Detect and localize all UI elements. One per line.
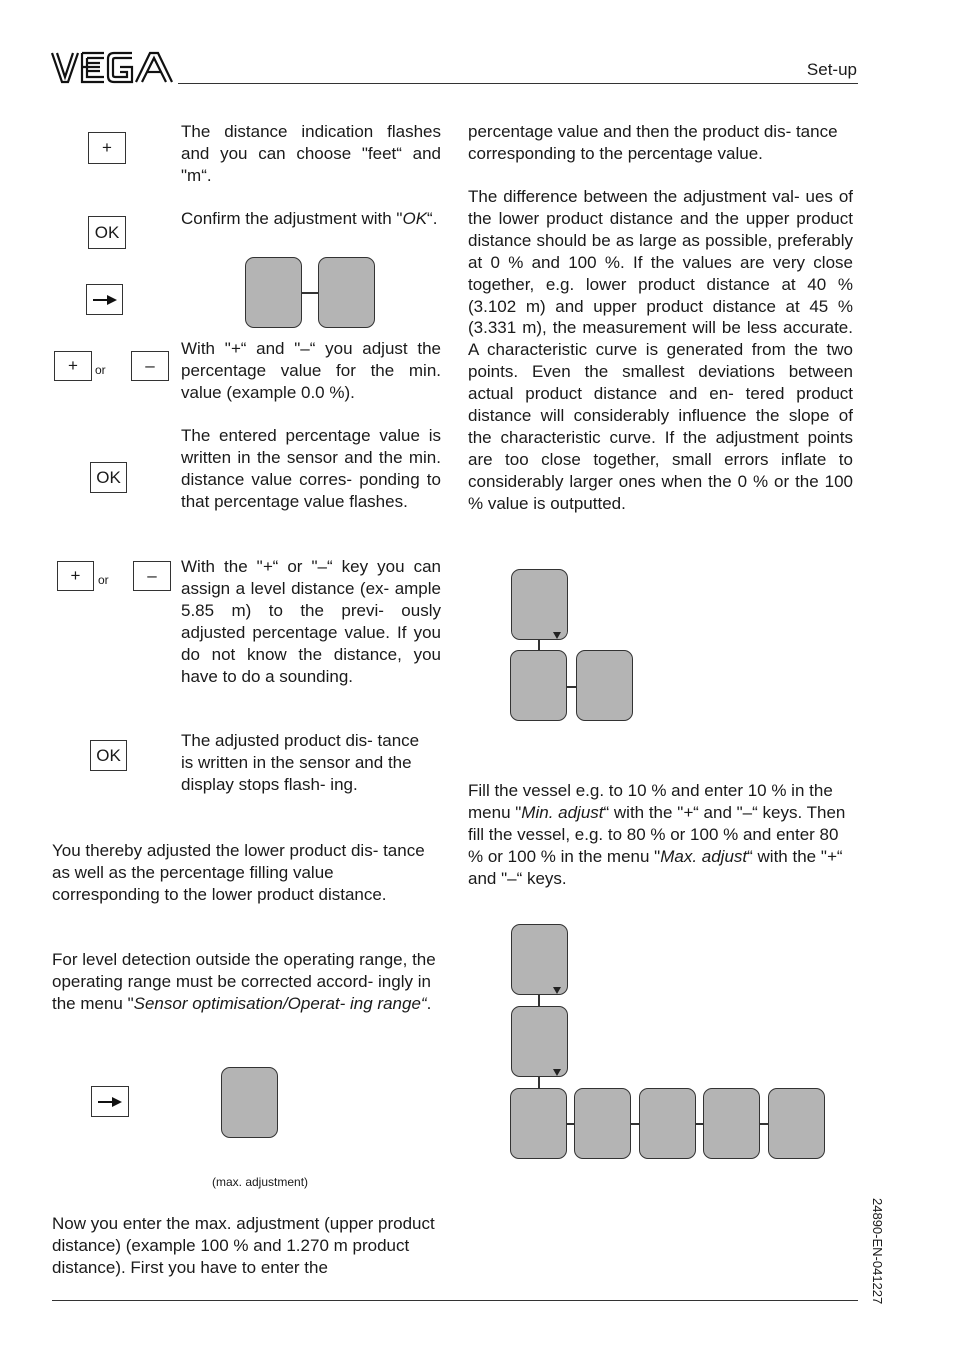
right-arrow-key bbox=[86, 284, 123, 315]
right-arrow-key bbox=[91, 1086, 129, 1117]
step2-text: Confirm the adjustment with "OK“. bbox=[181, 209, 438, 228]
plus-key bbox=[54, 351, 92, 381]
plus-key bbox=[88, 132, 126, 164]
ok-key-label: OK bbox=[94, 222, 120, 242]
or-label: or bbox=[98, 573, 109, 587]
operating-range-note: For level detection outside the operating range, the operating range must be corrected accord- ingly in the menu "Sensor optimisation/Operat- ing range“. bbox=[52, 950, 436, 1013]
menu-box bbox=[245, 257, 302, 328]
header-rule bbox=[178, 83, 858, 84]
plus-key bbox=[57, 561, 94, 591]
step3-text: With "+“ and "–“ you adjust the percentage value for the min. value (example 0.0 %). bbox=[181, 339, 441, 402]
right-para-1: percentage value and then the product dis- tance corresponding to the percentage value. bbox=[468, 122, 838, 163]
max-adjust-menu-box bbox=[221, 1067, 278, 1138]
down-triangle-icon bbox=[553, 1069, 561, 1076]
right-arrow-icon bbox=[97, 1096, 123, 1108]
plus-key-label: + bbox=[102, 138, 112, 157]
document-number: 24890-EN-041227 bbox=[870, 1198, 885, 1305]
step1-text: The distance indication flashes and you can choose "feet“ and "m“. bbox=[181, 122, 441, 185]
ok-key bbox=[90, 740, 127, 771]
ok-key-label: OK bbox=[96, 467, 121, 487]
down-triangle-icon bbox=[553, 987, 561, 994]
right-arrow-icon bbox=[92, 294, 118, 306]
menu-box bbox=[511, 569, 568, 640]
vega-logo bbox=[50, 50, 178, 86]
plus-key-label: + bbox=[70, 566, 81, 585]
menu-box bbox=[639, 1088, 696, 1159]
right-para-3: Fill the vessel e.g. to 10 % and enter 10 % in the menu "Min. adjust“ with the "+“ and "–“ keys. Then fill the vessel, e.g. to 80 % or 100 % and enter 80 % or 100 % in the menu "Max. adjust“ with the "+“ and "–“ keys. bbox=[468, 781, 846, 888]
ok-key bbox=[90, 462, 127, 493]
figure-caption: (max. adjustment) bbox=[212, 1175, 309, 1189]
down-triangle-icon bbox=[553, 632, 561, 639]
ok-key bbox=[88, 216, 126, 249]
menu-box bbox=[511, 924, 568, 995]
menu-box bbox=[576, 650, 633, 721]
minus-key-label: – bbox=[147, 566, 157, 585]
ok-key-label: OK bbox=[96, 745, 121, 765]
menu-box bbox=[510, 650, 567, 721]
menu-connector bbox=[301, 292, 319, 294]
step5-text: With the "+“ or "–“ key you can assign a level distance (ex- ample 5.85 m) to the previ- ously adjusted percentage value. If you do not know the distance, you have to do a sounding. bbox=[181, 557, 441, 686]
minus-key-label: – bbox=[145, 356, 155, 375]
section-title: Set-up bbox=[806, 60, 857, 79]
footer-rule bbox=[52, 1300, 858, 1301]
menu-box bbox=[768, 1088, 825, 1159]
or-label: or bbox=[95, 363, 106, 377]
menu-box bbox=[318, 257, 375, 328]
minus-key bbox=[133, 561, 171, 591]
menu-box bbox=[510, 1088, 567, 1159]
right-para-2: The difference between the adjustment val- ues of the lower product distance and the upper product distance should be as large as possible, preferably at 0 % and 100 %. If the values are very close together, e.g. lower product distance at 40 % (3.102 m) and upper product distance at 45 % (3.331 m), the measurement will be less accurate. A characteristic curve is generated from the two points. Even the smallest deviations between actual product distance and en- tered product distance will considerably influence the slope of the characteristic curve. If the adjustment points are too close together, small errors inflate to considerably larger ones when the 0 % or the 100 % value is outputted. bbox=[468, 187, 853, 513]
minus-key bbox=[131, 351, 169, 381]
lower-adjust-summary: You thereby adjusted the lower product dis- tance as well as the percentage filling value corresponding to the lower product distance. bbox=[52, 841, 425, 904]
plus-key-label: + bbox=[68, 356, 78, 375]
step4-text: The entered percentage value is written in the sensor and the min. distance value corres- ponding to that percentage value flashes. bbox=[181, 426, 441, 511]
menu-box bbox=[703, 1088, 760, 1159]
menu-box bbox=[511, 1006, 568, 1077]
menu-box bbox=[574, 1088, 631, 1159]
max-adjust-intro: Now you enter the max. adjustment (upper product distance) (example 100 % and 1.270 m product distance). First you have to enter the bbox=[52, 1214, 435, 1277]
step6-text: The adjusted product dis- tance is written in the sensor and the display stops flash- ing. bbox=[181, 731, 420, 794]
